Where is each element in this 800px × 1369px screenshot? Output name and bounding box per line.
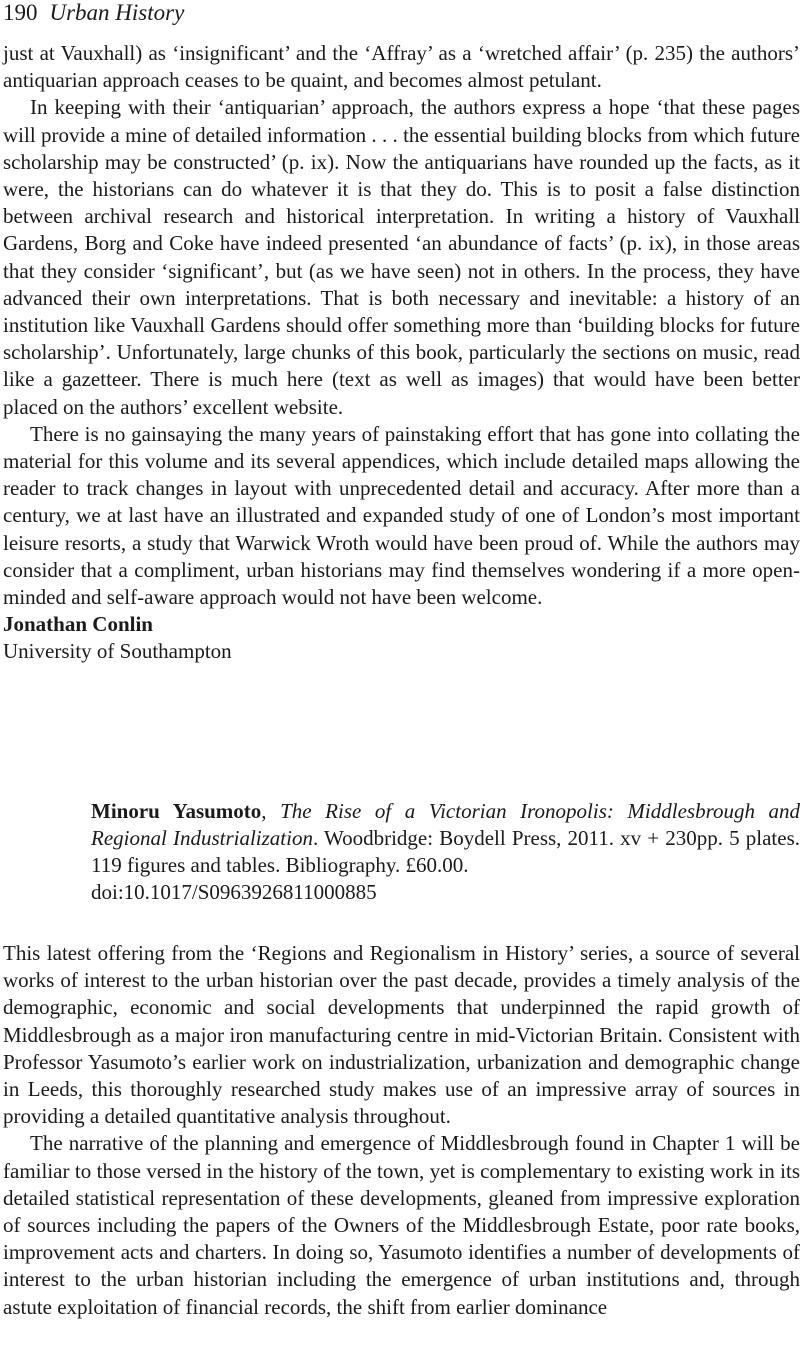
review-paragraph: just at Vauxhall) as ‘insignificant’ and the ‘Affray’ as a ‘wretched affair’ (p. 235) the authors’ antiquarian approach ceases to be quaint, and becomes almost petulant. bbox=[3, 41, 800, 93]
review-paragraph: In keeping with their ‘antiquarian’ approach, the authors express a hope ‘that these pages will provide a mine of detailed information . . . the essential building blocks from which future scholarship may be constructed’ (p. ix). Now the antiquarians have rounded up the facts, as it were, the historians can do whatever it is that they do. This is to posit a false distinction between archival research and historical interpretation. In writing a history of Vauxhall Gardens, Borg and Coke have indeed presented ‘an abundance of facts’ (p. ix), in those areas that they consider ‘significant’, but (as we have seen) not in others. In the process, they have advanced their own interpretations. That is both necessary and inevitable: a history of an institution like Vauxhall Gardens should offer something more than ‘building blocks for future scholarship’. Unfortunately, large chunks of this book, particularly the sections on music, read like a gazetteer. There is much here (text as well as images) that would have been better placed on the authors’ excellent website. bbox=[3, 95, 800, 419]
review-paragraph: The narrative of the planning and emergence of Middlesbrough found in Chapter 1 will be familiar to those versed in the history of the town, yet is complementary to existing work in its detailed statistical representation of these developments, gleaned from impressive exploration of sources including the papers of the Owners of the Middlesbrough Estate, poor rate books, improvement acts and charters. In doing so, Yasumoto identifies a number of developments of interest to the urban historian including the emergence of urban institutions and, through astute exploitation of financial records, the shift from earlier dominance bbox=[3, 1131, 800, 1319]
book-citation bbox=[91, 798, 800, 906]
publication-details: . Woodbridge: Boydell Press, 2011. xv + 230pp. 5 plates. 119 figures and tables. Bibliography. £60.00. bbox=[91, 826, 800, 877]
book-doi: doi:10.1017/S0963926811000885 bbox=[91, 880, 377, 904]
running-title: Urban History bbox=[49, 0, 185, 25]
book-title: The Rise of a Victorian Ironopolis: Middlesbrough and Regional Industrialization bbox=[91, 799, 800, 850]
book-author: Minoru Yasumoto bbox=[91, 799, 262, 823]
running-header bbox=[3, 0, 184, 26]
review-paragraph: There is no gainsaying the many years of painstaking effort that has gone into collating the material for this volume and its several appendices, which include detailed maps allowing the reader to track changes in layout with unprecedented detail and accuracy. After more than a century, we at last have an illustrated and expanded study of one of London’s most important leisure resorts, a study that Warwick Wroth would have been proud of. While the authors may consider that a compliment, urban historians may find themselves wondering if a more open-minded and self-aware approach would not have been welcome. bbox=[3, 421, 800, 610]
review-paragraph: This latest offering from the ‘Regions and Regionalism in History’ series, a source of several works of interest to the urban historian over the past decade, provides a timely analysis of the demographic, economic and social developments that underpinned the rapid growth of Middlesbrough as a major iron manufacturing centre in mid-Victorian Britain. Consistent with Professor Yasumoto’s earlier work on industrialization, urbanization and demographic change in Leeds, this thoroughly researched study makes use of an impressive array of sources in providing a detailed quantitative analysis throughout. bbox=[3, 941, 800, 1129]
review-yasumoto bbox=[3, 940, 800, 1321]
author-separator: , bbox=[261, 799, 281, 823]
reviewer-affiliation: University of Southampton bbox=[3, 639, 232, 664]
review-conlin bbox=[3, 40, 800, 666]
reviewer-name: Jonathan Conlin bbox=[3, 612, 153, 637]
page-number: 190 bbox=[3, 0, 38, 25]
